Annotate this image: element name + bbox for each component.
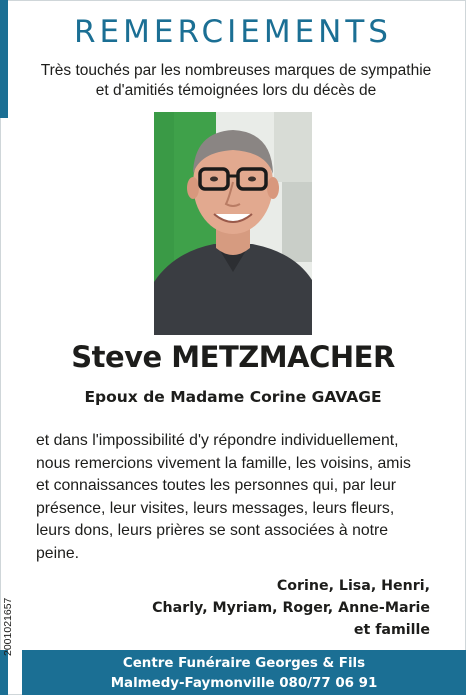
message-line: peine. [36, 544, 80, 562]
intro-line: Très touchés par les nombreuses marques de sympathie [40, 62, 432, 79]
portrait-photo [154, 112, 312, 335]
intro-line: et d'amitiés témoignées lors du décès de [95, 82, 377, 99]
accent-bar-bottom [0, 650, 8, 695]
signature-line: et famille [353, 622, 430, 638]
deceased-name: Steve METZMACHER [71, 340, 395, 374]
message-line: présence, leur visites, leurs messages, leurs fleurs, [36, 499, 395, 517]
message-line: nous remercions vivement la famille, les voisins, amis [36, 454, 411, 472]
signature-line: Charly, Myriam, Roger, Anne-Marie [152, 600, 430, 616]
intro-text [20, 61, 452, 101]
spouse-line: Epoux de Madame Corine GAVAGE [84, 388, 382, 406]
signature-line: Corine, Lisa, Henri, [276, 578, 430, 594]
message-line: et connaissances toutes les personnes qui, par leur [36, 477, 397, 495]
funeral-home-footer [22, 650, 466, 695]
family-signature [152, 575, 430, 641]
funeral-home-name: Centre Funéraire Georges & Fils [122, 656, 366, 671]
reference-code: 2001021657 [2, 597, 14, 656]
message-line: leurs dons, leurs prières se sont associées à notre [36, 522, 389, 540]
message-line: et dans l'impossibilité d'y répondre individuellement, [36, 432, 399, 449]
notice-title: REMERCIEMENTS [74, 14, 392, 50]
funeral-home-contact: Malmedy-Faymonville 080/77 06 91 [110, 676, 378, 691]
portrait-photo-icon [154, 112, 312, 335]
thanks-message [36, 430, 436, 566]
